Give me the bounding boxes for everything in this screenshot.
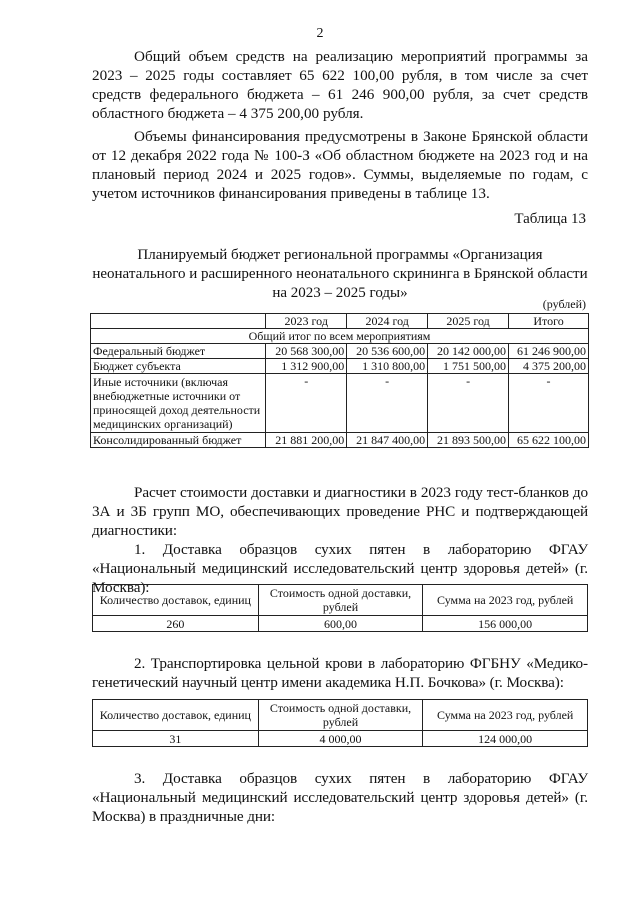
table-cell: 156 000,00 <box>423 616 588 632</box>
table-row <box>91 433 589 448</box>
table-cell: - <box>266 374 347 433</box>
table-cell: Стоимость одной доставки, рублей <box>258 585 423 616</box>
paragraph-item-2: 2. Транспортировка цельной крови в лабораторию ФГБНУ «Медико-генетический научный центр имени академика Н.П. Бочкова» (г. Москва): <box>92 655 588 691</box>
budget-section-row <box>91 329 589 344</box>
table-cell: 21 847 400,00 <box>347 433 428 448</box>
delivery-table-2-header <box>93 700 588 731</box>
budget-table-header-row <box>91 314 589 329</box>
table-cell: 31 <box>93 731 259 747</box>
table-cell: 4 375 200,00 <box>509 359 589 374</box>
table-cell: 21 893 500,00 <box>428 433 509 448</box>
table-cell: 600,00 <box>258 616 423 632</box>
table-cell: 20 536 600,00 <box>347 344 428 359</box>
table-cell: 20 142 000,00 <box>428 344 509 359</box>
row-label: Бюджет субъекта <box>91 359 266 374</box>
row-label: Иные источники (включая внебюджетные источники от приносящей доход деятельности медицинских организаций) <box>91 374 266 433</box>
page-number: 2 <box>316 26 324 41</box>
table-cell: - <box>428 374 509 433</box>
table-cell: 65 622 100,00 <box>509 433 589 448</box>
delivery-table-1-header <box>93 585 588 616</box>
table-cell: 21 881 200,00 <box>266 433 347 448</box>
delivery-table-1 <box>92 584 588 632</box>
budget-header-cell <box>91 314 266 329</box>
table-cell: 1 310 800,00 <box>347 359 428 374</box>
table-cell: 4 000,00 <box>258 731 423 747</box>
table-cell: - <box>509 374 589 433</box>
delivery-table-2 <box>92 699 588 747</box>
paragraph-total-funding: Общий объем средств на реализацию мероприятий программы за 2023 – 2025 годы составляет 65 622 100,00 рубля, в том числе за счет средств федерального бюджета – 61 246 900,00 рубля, за счет средств областного бюджета – 4 375 200,00 рубля. <box>92 48 588 122</box>
table-cell: Количество доставок, единиц <box>93 585 259 616</box>
table-cell: 1 312 900,00 <box>266 359 347 374</box>
table-cell: 20 568 300,00 <box>266 344 347 359</box>
table-row <box>91 374 589 433</box>
table-cell: 61 246 900,00 <box>509 344 589 359</box>
table-cell: Стоимость одной доставки, рублей <box>258 700 423 731</box>
row-label: Федеральный бюджет <box>91 344 266 359</box>
table-cell: Количество доставок, единиц <box>93 700 259 731</box>
paragraph-funding-law: Объемы финансирования предусмотрены в Законе Брянской области от 12 декабря 2022 года № 100-З «Об областном бюджете на 2023 год и на плановый период 2024 и 2025 годов». Суммы, выделяемые по годам, с учетом источников финансирования приведены в таблице 13. <box>92 128 588 202</box>
paragraph-calc-intro: Расчет стоимости доставки и диагностики в 2023 году тест-бланков до 3А и 3Б групп МО, обеспечивающих проведение РНС и подтверждающей диагностики: <box>92 484 588 539</box>
budget-header-cell: 2024 год <box>347 314 428 329</box>
table-cell: 1 751 500,00 <box>428 359 509 374</box>
budget-header-cell: 2023 год <box>266 314 347 329</box>
budget-section-label: Общий итог по всем мероприятиям <box>91 329 589 344</box>
table-cell: - <box>347 374 428 433</box>
table-cell: 260 <box>93 616 259 632</box>
budget-table <box>90 313 589 448</box>
row-label: Консолидированный бюджет <box>91 433 266 448</box>
paragraph-item-1: 1. Доставка образцов сухих пятен в лабораторию ФГАУ «Национальный медицинский исследовательский центр здоровья детей» (г. Москва): <box>92 541 588 596</box>
table-row <box>93 731 588 747</box>
table-13-title: Планируемый бюджет региональной программы «Организация неонатального и расширенного неонатального скрининга в Брянской области на 2023 – 2025 годы» <box>92 247 588 301</box>
table-13-label: Таблица 13 <box>514 211 586 227</box>
budget-header-cell: Итого <box>509 314 589 329</box>
budget-header-cell: 2025 год <box>428 314 509 329</box>
paragraph-item-3: 3. Доставка образцов сухих пятен в лабораторию ФГАУ «Национальный медицинский исследовательский центр здоровья детей» (г. Москва) в праздничные дни: <box>92 770 588 825</box>
table-cell: 124 000,00 <box>423 731 588 747</box>
table-row <box>93 616 588 632</box>
table-cell: Сумма на 2023 год, рублей <box>423 700 588 731</box>
table-row <box>91 344 589 359</box>
table-row <box>91 359 589 374</box>
table-13-unit: (рублей) <box>542 297 586 311</box>
table-cell: Сумма на 2023 год, рублей <box>423 585 588 616</box>
